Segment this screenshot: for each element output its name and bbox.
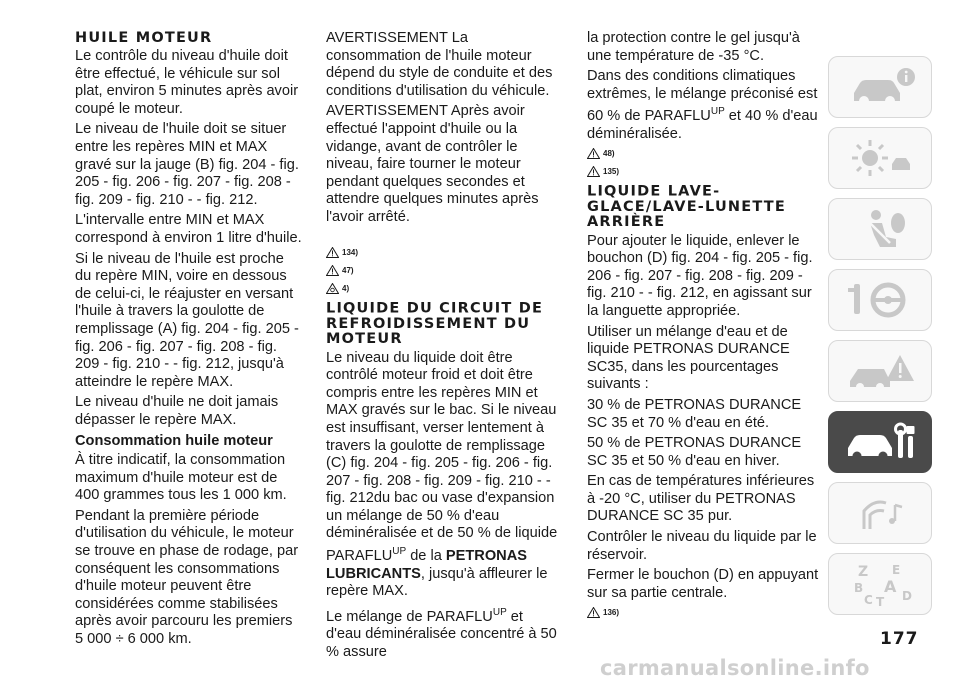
warning-triangle-icon — [326, 247, 339, 258]
watermark: carmanualsonline.info — [600, 656, 870, 680]
warning-ref[interactable] — [587, 147, 819, 161]
caution-triangle-icon — [587, 148, 600, 159]
dashboard-lights-icon — [840, 134, 920, 182]
index-letter: E — [892, 563, 901, 577]
index-letter: C — [864, 593, 873, 607]
paragraph: En cas de températures inférieures à -20 °C, utiliser du PETRONAS DURANCE SC 35 pur. — [587, 473, 815, 525]
tab-index[interactable] — [828, 553, 932, 615]
page-number: 177 — [880, 629, 919, 649]
subsection-title-consommation: Consommation huile moteur — [75, 433, 273, 450]
car-info-icon — [840, 63, 920, 111]
tab-dashboard-lights[interactable] — [828, 127, 932, 189]
paragraph: Le mélange de $PARAFLU^{UP}$ et d'eau déminéralisée concentré à 50 % assure — [326, 606, 557, 661]
section-title-liquide-refroidissement: LIQUIDE DU CIRCUIT DE REFROIDISSEMENT DU MOTEUR — [326, 300, 544, 347]
steering-wheel-icon — [840, 276, 920, 324]
paragraph: Le contrôle du niveau d'huile doit être effectué, le véhicule sur sol plat, environ 5 minutes après avoir coupé le moteur. — [75, 48, 299, 117]
chapter-sidebar — [828, 56, 932, 626]
paragraph: Pendant la première période d'utilisation du véhicule, le moteur se trouve en phase de rodage, par conséquent les consommations d'huile moteur peuvent être considérées comme stabilisées après avoir parcouru les premiers 5 000 ÷ 6 000 km. — [75, 507, 299, 647]
paragraph: Dans des conditions climatiques extrêmes, le mélange préconisé est 60 % de $PARAFLU^{UP}$ et 40 % d'eau déminéralisée. — [587, 68, 818, 142]
warning-ref-number: 4) — [342, 283, 350, 293]
warning-ref-number: 135) — [603, 166, 620, 176]
paragraph: la protection contre le gel jusqu'à une température de -35 °C. — [587, 30, 800, 64]
environment-triangle-icon — [326, 283, 339, 294]
section-title-lave-glace: LIQUIDE LAVE-GLACE/LAVE-LUNETTE ARRIÈRE — [587, 183, 786, 230]
index-letters-icon — [840, 560, 920, 608]
index-letter: Z — [858, 564, 869, 580]
caution-triangle-icon — [326, 265, 339, 276]
tab-steering-wheel[interactable] — [828, 269, 932, 331]
car-crash-warning-icon — [840, 347, 920, 395]
index-letter: T — [876, 595, 885, 608]
paragraph: Contrôler le niveau du liquide par le réservoir. — [587, 529, 817, 563]
paragraph: 50 % de PETRONAS DURANCE SC 35 et 50 % d'eau en hiver. — [587, 435, 802, 469]
paragraph: Le niveau d'huile ne doit jamais dépasser le repère MAX. — [75, 394, 279, 428]
section-title-huile-moteur: HUILE MOTEUR — [75, 30, 213, 46]
column-1 — [75, 30, 303, 652]
warning-ref-number: 48) — [603, 148, 615, 158]
tab-emergency[interactable] — [828, 340, 932, 402]
tab-maintenance[interactable] — [828, 411, 932, 473]
warning-ref[interactable] — [326, 264, 558, 278]
index-letter: D — [902, 589, 912, 603]
warning-ref-number: 134) — [342, 247, 359, 257]
warning-ref[interactable] — [326, 282, 558, 296]
paragraph: Pour ajouter le liquide, enlever le bouchon (D) fig. 204 - fig. 205 - fig. 206 - fig. 207 - fig. 208 - fig. 209 - fig. 210 - - fig. 212, en agissant sur la languette appropriée. — [587, 232, 813, 319]
paragraph: Le niveau de l'huile doit se situer entre les repères MIN et MAX gravé sur la jauge (B) fig. 204 - fig. 205 - fig. 206 - fig. 207 - fig. 208 - fig. 209 - fig. 210 - - fig. 212. — [75, 121, 299, 208]
column-3 — [587, 30, 819, 623]
index-letter: A — [884, 577, 897, 596]
paragraph: L'intervalle entre MIN et MAX correspond à environ 1 litre d'huile. — [75, 212, 302, 246]
warning-ref[interactable] — [587, 605, 819, 619]
car-maintenance-icon — [840, 418, 920, 466]
multimedia-icon — [840, 489, 920, 537]
paragraph: Fermer le bouchon (D) en appuyant sur sa partie centrale. — [587, 567, 819, 601]
tab-multimedia[interactable] — [828, 482, 932, 544]
tab-car-info[interactable] — [828, 56, 932, 118]
paragraph: Le niveau du liquide doit être contrôlé moteur froid et doit être compris entre les repères MIN et MAX gravés sur le bac. Si le niveau est insuffisant, verser lentement à travers la goulotte de remplissage (C) fig. 204 - fig. 205 - fig. 206 - fig. 207 - fig. 208 - fig. 209 - fig. 210 - - fig. 212du bac ou vase d'expansion un mélange de 50 % d'eau déminéralisée et de 50 % de liquide $PARAFLU^{UP}$ de la PETRONAS LUBRICANTS, jusqu'à affleurer le repère MAX. — [326, 349, 558, 600]
warning-note: AVERTISSEMENT La consommation de l'huile moteur dépend du style de conduite et des conditions d'utilisation du véhicule. — [326, 30, 553, 99]
column-2 — [326, 30, 558, 665]
paragraph: 30 % de PETRONAS DURANCE SC 35 et 70 % d'eau en été. — [587, 396, 802, 431]
airbag-seat-icon — [840, 205, 920, 253]
paragraph: Utiliser un mélange d'eau et de liquide PETRONAS DURANCE SC35, dans les pourcentages suivants : — [587, 323, 790, 393]
warning-triangle-icon — [587, 166, 600, 177]
warning-ref-number: 136) — [603, 607, 620, 617]
tab-airbag-seat[interactable] — [828, 198, 932, 260]
brand-name: PETRONAS LUBRICANTS — [326, 548, 527, 582]
paragraph: À titre indicatif, la consommation maximum d'huile moteur est de 400 grammes tous les 1 000 km. — [75, 452, 287, 504]
warning-ref[interactable] — [587, 165, 819, 179]
paragraph: Si le niveau de l'huile est proche du repère MIN, voire en dessous de celui-ci, le réajuster en versant l'huile à travers la goulotte de remplissage (A) fig. 204 - fig. 205 - fig. 206 - fig. 207 - fig. 208 - fig. 209 - fig. 210 - - fig. 212, jusqu'à atteindre le repère MAX. — [75, 250, 299, 390]
index-letter: B — [854, 581, 864, 595]
warning-ref[interactable] — [326, 246, 558, 260]
warning-ref-number: 47) — [342, 265, 354, 275]
warning-triangle-icon — [587, 607, 600, 618]
warning-note: AVERTISSEMENT Après avoir effectué l'appoint d'huile ou la vidange, avant de contrôler le niveau, faire tourner le moteur pendant quelques secondes et attendre quelques minutes après l'avoir arrêté. — [326, 103, 539, 225]
